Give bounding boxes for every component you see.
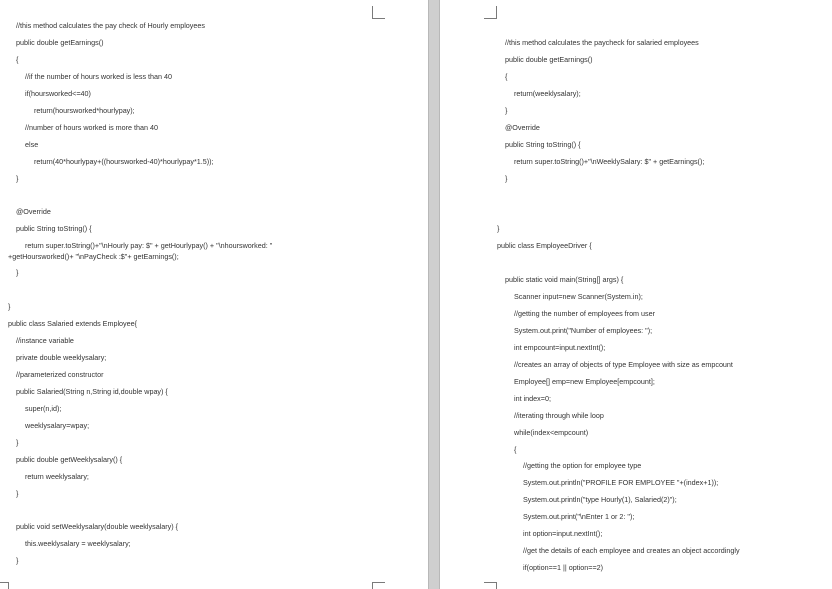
- code-line: public class EmployeeDriver {: [497, 241, 592, 250]
- code-line: this.weeklysalary = weeklysalary;: [25, 539, 131, 548]
- code-line: System.out.println("type Hourly(1), Salaried(2)");: [523, 495, 677, 504]
- code-line: @Override: [505, 123, 540, 132]
- code-line: public double getWeeklysalary() {: [16, 455, 123, 464]
- code-line: while(index<empcount): [514, 428, 589, 437]
- code-line: private double weeklysalary;: [16, 353, 107, 362]
- crop-mark: [372, 582, 373, 589]
- crop-mark: [484, 18, 497, 19]
- code-line: +getHoursworked()+ "\nPayCheck :$"+ getEarnings();: [8, 252, 179, 261]
- code-line: public String toString() {: [505, 140, 581, 149]
- code-line: //getting the option for employee type: [523, 461, 642, 470]
- code-line: //this method calculates the pay check of Hourly employees: [16, 21, 205, 30]
- code-line: System.out.print("\nEnter 1 or 2: ");: [523, 512, 635, 521]
- code-line: int empcount=input.nextInt();: [514, 343, 606, 352]
- code-line: //parameterized constructor: [16, 370, 104, 379]
- crop-mark: [496, 582, 497, 589]
- crop-mark: [0, 582, 8, 583]
- code-line: public String toString() {: [16, 224, 92, 233]
- code-line: public void setWeeklysalary(double weeklysalary) {: [16, 522, 179, 531]
- crop-mark: [372, 6, 373, 18]
- code-line: public Salaried(String n,String id,double wpay) {: [16, 387, 168, 396]
- code-line: return weeklysalary;: [25, 472, 89, 481]
- code-line: }: [16, 489, 19, 498]
- code-line: else: [25, 140, 39, 149]
- code-line: if(option==1 || option==2): [523, 563, 604, 572]
- code-line: }: [8, 302, 11, 311]
- code-line: {: [514, 445, 517, 454]
- document-page-right: [440, 0, 832, 589]
- code-line: return super.toString()+"\nHourly pay: $" + getHourlypay() + "\nhoursworked: ": [25, 241, 273, 250]
- code-line: return(hoursworked*hourlypay);: [34, 106, 135, 115]
- code-line: int option=input.nextInt();: [523, 529, 603, 538]
- code-line: Scanner input=new Scanner(System.in);: [514, 292, 643, 301]
- code-line: }: [16, 174, 19, 183]
- code-line: //this method calculates the paycheck for salaried employees: [505, 38, 699, 47]
- code-line: Employee[] emp=new Employee[empcount];: [514, 377, 655, 386]
- crop-mark: [372, 18, 385, 19]
- code-line: System.out.print("Number of employees: ");: [514, 326, 653, 335]
- code-line: {: [505, 72, 508, 81]
- code-line: //creates an array of objects of type Employee with size as empcount: [514, 360, 733, 369]
- crop-mark: [372, 582, 385, 583]
- code-line: super(n,id);: [25, 404, 62, 413]
- crop-mark: [8, 582, 9, 589]
- code-line: }: [16, 268, 19, 277]
- code-line: return(weeklysalary);: [514, 89, 581, 98]
- code-line: int index=0;: [514, 394, 551, 403]
- code-line: public static void main(String[] args) {: [505, 275, 624, 284]
- code-line: if(hoursworked<=40): [25, 89, 91, 98]
- page-edge: [428, 0, 429, 589]
- code-line: }: [505, 106, 508, 115]
- code-line: //get the details of each employee and creates an object accordingly: [523, 546, 740, 555]
- code-line: return super.toString()+"\nWeeklySalary: $" + getEarnings();: [514, 157, 705, 166]
- code-line: public double getEarnings(): [16, 38, 104, 47]
- code-line: return(40*hourlypay+((hoursworked-40)*hourlypay*1.5));: [34, 157, 214, 166]
- code-line: System.out.println("PROFILE FOR EMPLOYEE "+(index+1));: [523, 478, 719, 487]
- code-line: }: [505, 174, 508, 183]
- code-line: @Override: [16, 207, 51, 216]
- code-line: public double getEarnings(): [505, 55, 593, 64]
- code-line: //iterating through while loop: [514, 411, 604, 420]
- code-line: weeklysalary=wpay;: [25, 421, 90, 430]
- code-line: //if the number of hours worked is less than 40: [25, 72, 173, 81]
- code-line: //instance variable: [16, 336, 74, 345]
- crop-mark: [496, 6, 497, 18]
- code-line: }: [16, 556, 19, 565]
- code-line: public class Salaried extends Employee{: [8, 319, 138, 328]
- code-line: //getting the number of employees from user: [514, 309, 656, 318]
- code-line: }: [497, 224, 500, 233]
- code-line: {: [16, 55, 19, 64]
- code-line: }: [16, 438, 19, 447]
- code-line: //number of hours worked is more than 40: [25, 123, 159, 132]
